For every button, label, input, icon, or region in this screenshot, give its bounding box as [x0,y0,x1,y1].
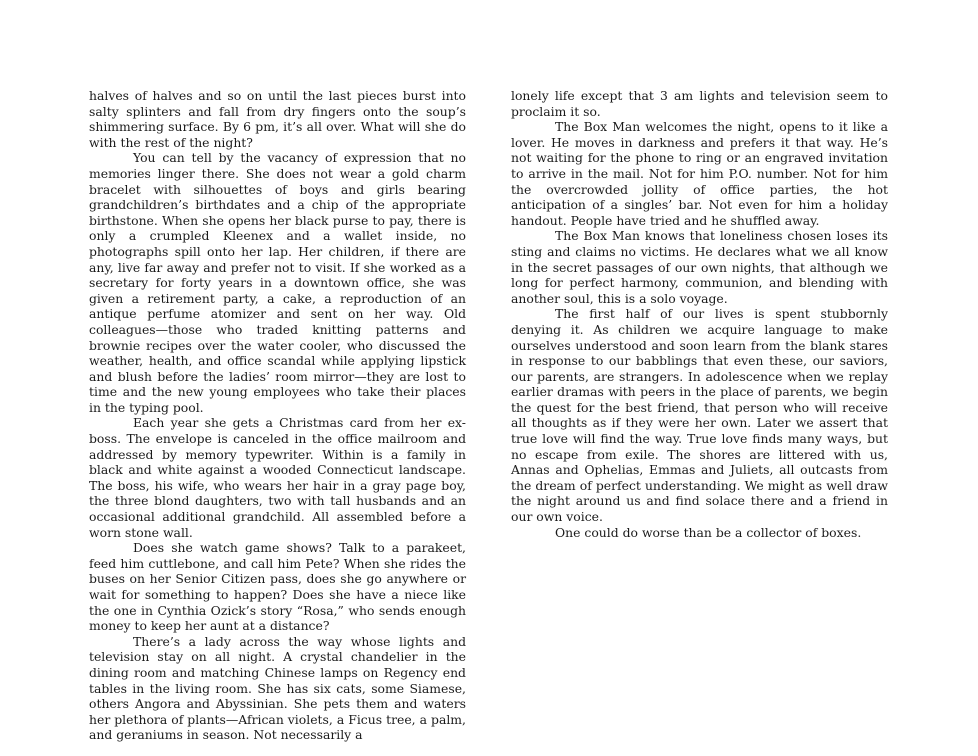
paragraph: There’s a lady across the way whose lights and television stay on all night. A crystal chandelier in the dining room and matching Chinese lamps on Regency end tables in the living room. She has six cats, some Siamese, others Angora and Abyssinian. She pets them and waters her plethora of plants—African violets, a Ficus tree, a palm, and geraniums in season. Not necessarily a [89,633,466,743]
paragraph: Each year she gets a Christmas card from her ex-boss. The envelope is canceled in the office mailroom and addressed by memory typewriter. Within is a family in black and white against a wooded Connecticut landscape. The boss, his wife, who wears her hair in a gray page boy, the three blond daughters, two with tall husbands and an occasional additional grandchild. All assembled before a worn stone wall. [89,415,466,540]
paragraph-continuation: halves of halves and so on until the last pieces burst into salty splinters and fall from dry fingers onto the soup’s shimmering surface. By 6 pm, it’s all over. What will she do with the rest of the night? [89,88,466,150]
right-page-column [511,88,888,540]
closing-paragraph: One could do worse than be a collector of boxes. [555,524,862,540]
paragraph: The first half of our lives is spent stubbornly denying it. As children we acquire language to make ourselves understood and soon learn from the blank stares in response to our babblings that even these, our saviors, our parents, are strangers. In adolescence when we replay earlier dramas with peers in the place of parents, we begin the quest for the best friend, that person who will receive all thoughts as if they were her own. Later we assert that true love will find the way. True love finds many ways, but no escape from exile. The shores are littered with us, Annas and Ophelias, Emmas and Juliets, all outcasts from the dream of perfect understanding. We might as well draw the night around us and find solace there and a friend in our own voice. [511,306,888,525]
paragraph: Does she watch game shows? Talk to a parakeet, feed him cuttlebone, and call him Pete? When she rides the buses on her Senior Citizen pass, does she go anywhere or wait for something to happen? Does she have a niece like the one in Cynthia Ozick’s story “Rosa,” who sends enough money to keep her aunt at a distance? [89,540,466,634]
paragraph: You can tell by the vacancy of expression that no memories linger there. She does not wear a gold charm bracelet with silhouettes of boys and girls bearing grandchildren’s birthdates and a chip of the appropriate birthstone. When she opens her black purse to pay, there is only a crumpled Kleenex and a wallet inside, no photographs spill onto her lap. Her children, if there are any, live far away and prefer not to visit. If she worked as a secretary for forty years in a downtown office, she was given a retirement party, a cake, a reproduction of an antique perfume atomizer and sent on her way. Old colleagues—those who traded knitting patterns and brownie recipes over the water cooler, who discussed the weather, health, and office scandal while applying lipstick and blush before the ladies’ room mirror—they are lost to time and the new young employees who take their places in the typing pool. [89,150,466,415]
paragraph-continuation: lonely life except that 3 am lights and television seem to proclaim it so. [511,88,888,119]
left-page-column [89,88,466,743]
paragraph: The Box Man welcomes the night, opens to it like a lover. He moves in darkness and prefers it that way. He’s not waiting for the phone to ring or an engraved invitation to arrive in the mail. Not for him P.O. number. Not for him the overcrowded jollity of office parties, the hot anticipation of a singles’ bar. Not even for him a holiday handout. People have tried and he shuffled away. [511,119,888,228]
paragraph: The Box Man knows that loneliness chosen loses its sting and claims no victims. He declares what we all know in the secret passages of our own nights, that although we long for perfect harmony, communion, and blending with another soul, this is a solo voyage. [511,228,888,306]
